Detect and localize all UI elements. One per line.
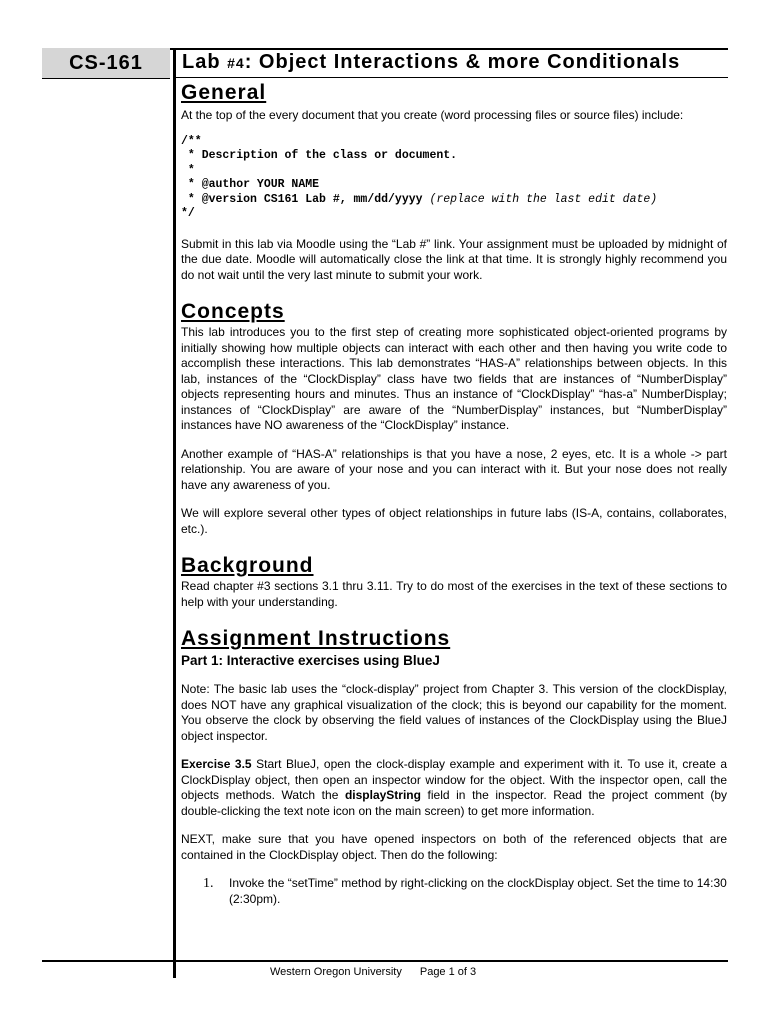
part1-heading: Part 1: Interactive exercises using BlueJ <box>181 653 440 668</box>
code-note: (replace with the last edit date) <box>429 192 658 206</box>
title-prefix: Lab <box>182 51 221 73</box>
code-line: * Description of the class or document. <box>181 149 458 162</box>
concepts-heading: Concepts <box>181 300 285 323</box>
title-rest: : Object Interactions & more Conditionals <box>244 51 681 73</box>
background-paragraph: Read chapter #3 sections 3.1 thru 3.11. Try to do most of the exercises in the text of these sections to help with your understanding. <box>181 579 727 609</box>
list-number: 1. <box>203 876 214 891</box>
assignment-heading: Assignment Instructions <box>181 627 451 650</box>
code-version: * @version CS161 Lab #, mm/dd/yyyy <box>181 192 430 206</box>
list-text: Invoke the “setTime” method by right-clicking on the clockDisplay object. Set the time to 14:30 (2:30pm). <box>229 876 727 906</box>
general-heading: General <box>181 81 267 104</box>
page-footer <box>270 966 476 978</box>
footer-rule <box>42 960 728 962</box>
title-number: #4 <box>227 54 245 71</box>
document-body <box>181 80 727 907</box>
background-heading: Background <box>181 554 314 577</box>
exercise-text: field in the inspector. Read the project comment (by double-clicking the text note icon on the main screen) to get more information. <box>181 788 727 818</box>
code-line: * @author YOUR NAME <box>181 178 320 191</box>
exercise-paragraph <box>181 757 727 819</box>
next-paragraph: NEXT, make sure that you have opened inspectors on both of the referenced objects that are contained in the ClockDisplay object. Then do the following: <box>181 832 727 862</box>
exercise-label: Exercise 3.5 <box>181 757 252 771</box>
concepts-paragraph: This lab introduces you to the first step of creating more sophisticated object-oriented programs by initially showing how multiple objects can interact with each other and then having you write code to accomplish these interactions. This lab demonstrates “HAS-A” relationships between objects. In this lab, instances of the “ClockDisplay” class have two fields that are instances of “NumberDisplay” objects representing hours and minutes. Thus an instance of “ClockDisplay” “has-a” NumberDisplay; instances of “ClockDisplay” are aware of the “NumberDisplay” instances, but “NumberDisplay” instances have NO awareness of the “ClockDisplay” instance. <box>181 325 727 432</box>
concepts-paragraph: Another example of “HAS-A” relationships is that you have a nose, 2 eyes, etc. It is a whole -> part relationship. You are aware of your nose and you can interact with it. But your nose does not really have any awareness of you. <box>181 446 727 492</box>
submit-paragraph: Submit in this lab via Moodle using the “Lab #” link. Your assignment must be uploaded by midnight of the due date. Moodle will automatically close the link at that time. It is strongly highly recommend you do not wait until the very last minute to submit your work. <box>181 236 727 282</box>
header-comment-code <box>181 135 727 222</box>
code-line: /** <box>181 134 202 148</box>
concepts-paragraph: We will explore several other types of object relationships in future labs (IS-A, contains, collaborates, etc.). <box>181 506 727 536</box>
exercise-text: Start BlueJ, open the clock-display example and experiment with it. To use it, create a ClockDisplay object, then open an inspector window for the object. With the inspector open, call the objects methods. Watch the <box>181 757 727 802</box>
general-intro: At the top of the every document that you create (word processing files or source files) include: <box>181 108 684 122</box>
code-line: */ <box>181 207 195 220</box>
footer-page: Page 1 of 3 <box>419 966 477 978</box>
exercise-field-name: displayString <box>344 788 421 802</box>
note-paragraph: Note: The basic lab uses the “clock-display” project from Chapter 3. This version of the clockDisplay, does NOT have any graphical visualization of the clock; this is beyond our capability for the moment. You observe the clock by observing the field values of instances of the ClockDisplay using the BlueJ object inspector. <box>181 682 727 743</box>
course-label: CS-161 <box>42 48 170 79</box>
margin-rule <box>173 48 176 978</box>
list-item <box>181 876 727 907</box>
footer-org: Western Oregon University <box>270 966 402 978</box>
code-line: * <box>181 163 195 177</box>
page-title <box>176 48 728 78</box>
code-line <box>181 193 727 208</box>
